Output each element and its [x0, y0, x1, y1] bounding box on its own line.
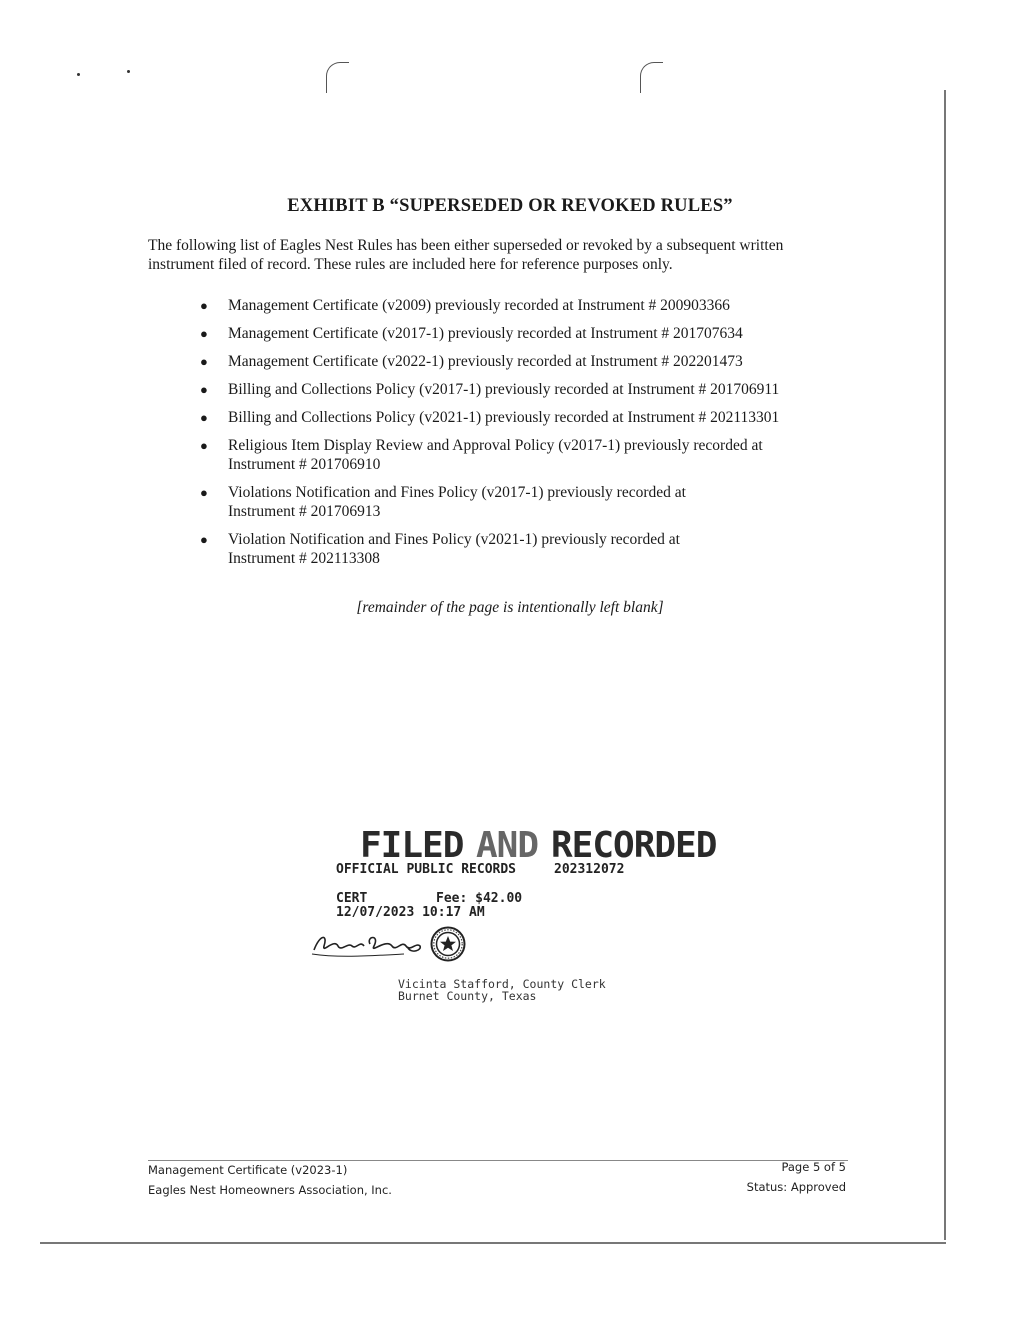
scan-speck: [77, 73, 80, 76]
rule-text: Billing and Collections Policy (v2017-1) previously recorded at Instrument # 201706911: [228, 381, 780, 398]
rule-text: Violations Notification and Fines Policy (v2017-1) previously recorded at: [228, 484, 686, 501]
intro-paragraph: [148, 236, 828, 274]
footer-status: Status: Approved: [746, 1180, 846, 1194]
rule-text-continued: Instrument # 201706910: [228, 456, 381, 473]
list-item: [190, 352, 830, 371]
list-item: [190, 296, 830, 315]
hole-punch-mark: [640, 62, 663, 93]
bullet-icon: ●: [200, 438, 208, 453]
rule-text: Management Certificate (v2022-1) previously recorded at Instrument # 202201473: [228, 353, 743, 370]
intro-line: The following list of Eagles Nest Rules has been either superseded or revoked by a subsequent written: [148, 237, 784, 254]
stamp-instrument-number: 202312072: [554, 862, 625, 877]
bullet-icon: ●: [200, 354, 208, 369]
list-item: [190, 408, 830, 427]
bullet-icon: ●: [200, 298, 208, 313]
stamp-official-records: OFFICIAL PUBLIC RECORDS: [336, 862, 517, 877]
bullet-icon: ●: [200, 410, 208, 425]
revoked-rules-list: [190, 296, 830, 577]
clerk-signature: [308, 924, 430, 964]
rule-text: Management Certificate (v2009) previously recorded at Instrument # 200903366: [228, 297, 730, 314]
stamp-filed: FILED: [360, 825, 464, 866]
stamp-and: AND: [476, 825, 539, 866]
bullet-icon: ●: [200, 485, 208, 500]
rule-text-continued: Instrument # 201706913: [228, 503, 381, 520]
list-item: [190, 530, 830, 568]
bullet-icon: ●: [200, 326, 208, 341]
list-item: [190, 380, 830, 399]
list-item: [190, 324, 830, 343]
bullet-icon: ●: [200, 382, 208, 397]
rule-text: Violation Notification and Fines Policy (v2021-1) previously recorded at: [228, 531, 680, 548]
hole-punch-mark: [326, 62, 349, 93]
stamp-fee: Fee: $42.00: [436, 891, 523, 906]
blank-page-note: [remainder of the page is intentionally left blank]: [356, 599, 664, 616]
footer-document-name: Management Certificate (v2023-1): [148, 1163, 348, 1177]
county-seal-icon: [430, 926, 466, 962]
list-item: [190, 483, 830, 521]
page-edge-right: [944, 90, 946, 1240]
intro-line: instrument filed of record. These rules are included here for reference purposes only.: [148, 256, 673, 273]
exhibit-title: EXHIBIT B “SUPERSEDED OR REVOKED RULES”: [287, 196, 733, 216]
footer-page-number: Page 5 of 5: [781, 1160, 846, 1174]
bullet-icon: ●: [200, 532, 208, 547]
rule-text: Management Certificate (v2017-1) previously recorded at Instrument # 201707634: [228, 325, 743, 342]
stamp-datetime: 12/07/2023 10:17 AM: [336, 905, 485, 920]
stamp-recorded: RECORDED: [551, 825, 717, 866]
rule-text-continued: Instrument # 202113308: [228, 550, 380, 567]
clerk-county: Burnet County, Texas: [398, 989, 537, 1003]
rule-text: Religious Item Display Review and Approval Policy (v2017-1) previously recorded at: [228, 437, 763, 454]
list-item: [190, 436, 830, 474]
rule-text: Billing and Collections Policy (v2021-1) previously recorded at Instrument # 202113301: [228, 409, 780, 426]
footer-right: [700, 1157, 846, 1197]
footer-left: [148, 1160, 392, 1200]
stamp-cert: CERT: [336, 891, 368, 906]
footer-association-name: Eagles Nest Homeowners Association, Inc.: [148, 1183, 392, 1197]
page-edge-bottom: [40, 1242, 946, 1244]
scan-speck: [127, 70, 130, 73]
clerk-name: Vicinta Stafford, County Clerk: [398, 977, 606, 991]
